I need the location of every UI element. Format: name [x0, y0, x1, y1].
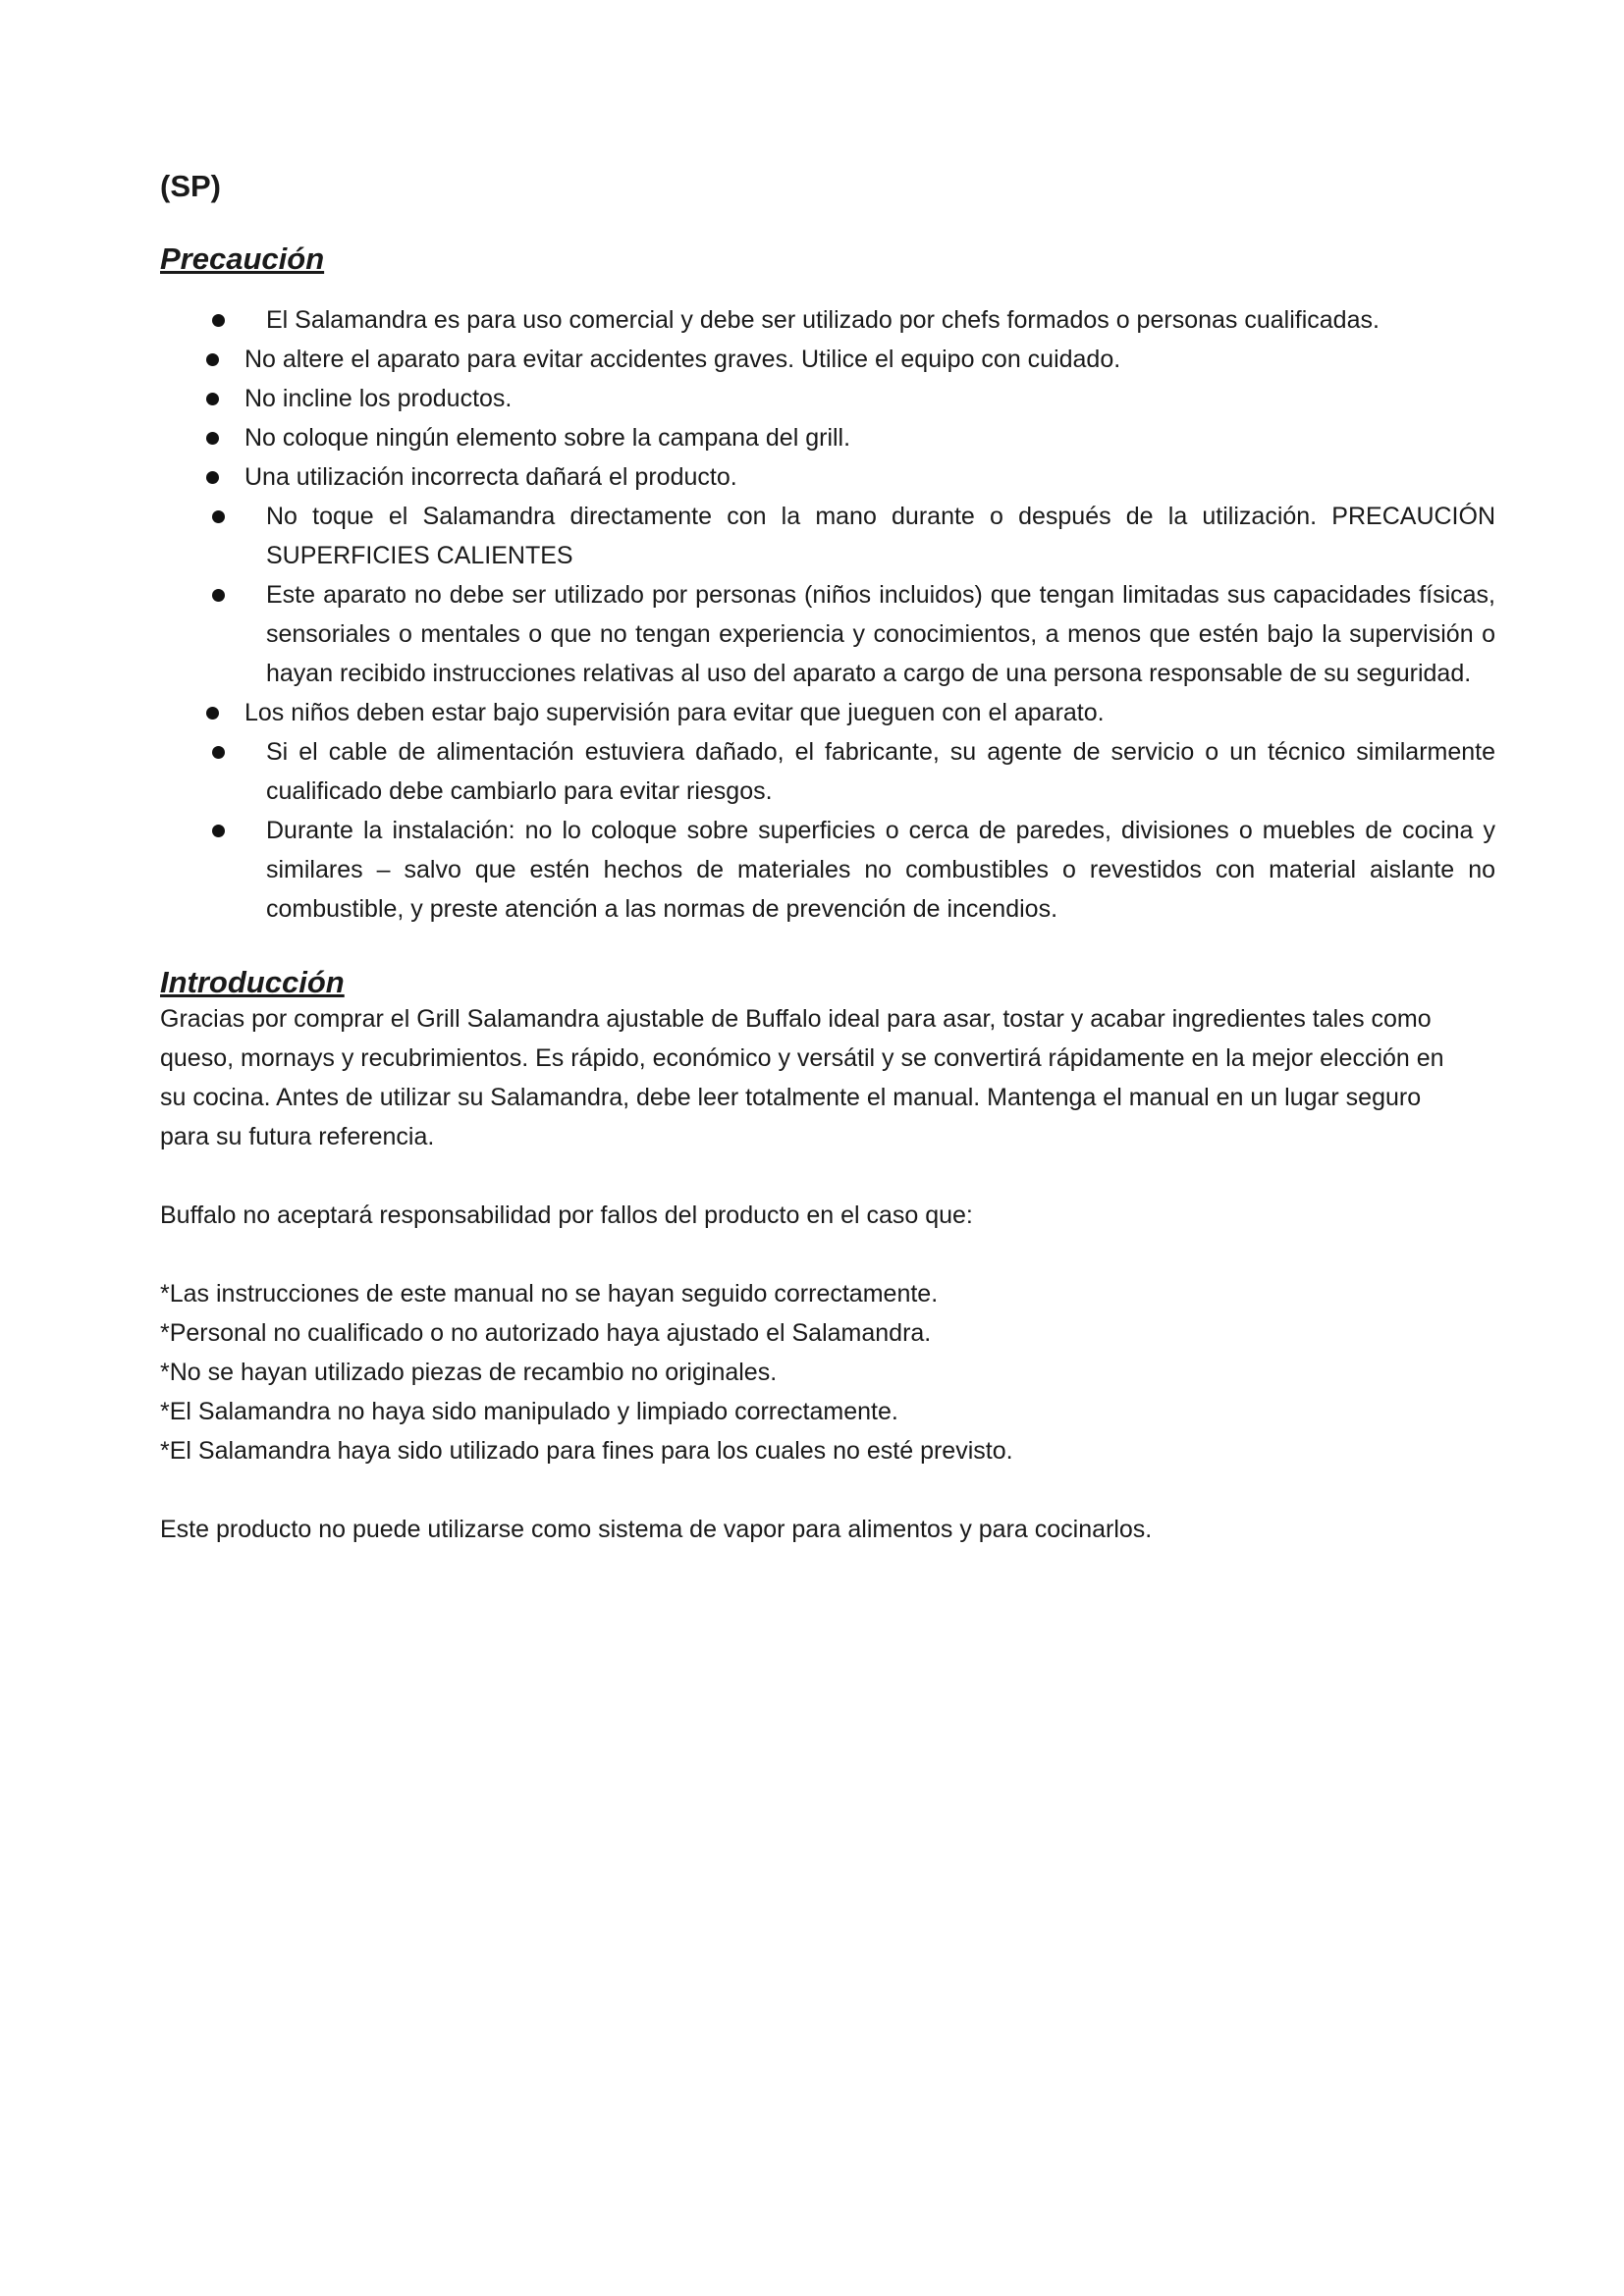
list-item-text: No incline los productos.: [244, 385, 513, 412]
list-item: [160, 497, 1495, 575]
bullet-icon: [206, 393, 219, 405]
bullet-icon: [212, 314, 225, 327]
liability-intro: Buffalo no aceptará responsabilidad por fallos del producto en el caso que:: [160, 1201, 973, 1229]
bullet-icon: [212, 825, 225, 837]
condition-line: *Personal no cualificado o no autorizado haya ajustado el Salamandra.: [160, 1319, 932, 1347]
precaution-heading: Precaución: [160, 241, 325, 276]
list-item: [160, 575, 1495, 693]
condition-line: *Las instrucciones de este manual no se hayan seguido correctamente.: [160, 1280, 939, 1308]
list-item-text: Los niños deben estar bajo supervisión para evitar que jueguen con el aparato.: [244, 699, 1105, 726]
list-item: [160, 732, 1495, 811]
bullet-icon: [212, 746, 225, 759]
closing-note: Este producto no puede utilizarse como sistema de vapor para alimentos y para cocinarlos.: [160, 1516, 1153, 1543]
list-item: [160, 418, 1495, 457]
list-item-text: No toque el Salamandra directamente con la mano durante o después de la utilización. PRECAUCIÓN SUPERFICIES CALIENTES: [266, 503, 1495, 569]
list-item-text: Una utilización incorrecta dañará el producto.: [244, 463, 737, 491]
bullet-icon: [212, 510, 225, 523]
list-item: [160, 340, 1495, 379]
bullet-icon: [206, 353, 219, 366]
list-item: [160, 379, 1495, 418]
introduction-paragraph: Gracias por comprar el Grill Salamandra ajustable de Buffalo ideal para asar, tostar y acabar ingredientes tales como queso, mornays y recubrimientos. Es rápido, económico y versátil y se convertirá rápidamente en la mejor elección en su cocina. Antes de utilizar su Salamandra, debe leer totalmente el manual. Mantenga el manual en un lugar seguro para su futura referencia.: [160, 1005, 1444, 1150]
list-item: [160, 693, 1495, 732]
condition-line: *No se hayan utilizado piezas de recambio no originales.: [160, 1359, 778, 1386]
list-item-text: Este aparato no debe ser utilizado por personas (niños incluidos) que tengan limitadas sus capacidades físicas, sensoriales o mentales o que no tengan experiencia y conocimientos, a menos que estén bajo la supervisión o hayan recibido instrucciones relativas al uso del aparato a cargo de una persona responsable de su seguridad.: [266, 581, 1495, 687]
bullet-icon: [206, 707, 219, 720]
bullet-icon: [206, 471, 219, 484]
list-item-text: El Salamandra es para uso comercial y debe ser utilizado por chefs formados o personas cualificadas.: [266, 306, 1380, 334]
list-item-text: Durante la instalación: no lo coloque sobre superficies o cerca de paredes, divisiones o muebles de cocina y similares – salvo que estén hechos de materiales no combustibles o revestidos con material aislante no combustible, y preste atención a las normas de prevención de incendios.: [266, 817, 1495, 923]
bullet-icon: [212, 589, 225, 602]
bullet-icon: [206, 432, 219, 445]
list-item-text: No altere el aparato para evitar accidentes graves. Utilice el equipo con cuidado.: [244, 346, 1121, 373]
list-item: [160, 811, 1495, 929]
condition-line: *El Salamandra haya sido utilizado para fines para los cuales no esté previsto.: [160, 1437, 1013, 1465]
precaution-list: [160, 300, 1495, 929]
list-item: [160, 457, 1495, 497]
list-item-text: Si el cable de alimentación estuviera dañado, el fabricante, su agente de servicio o un técnico similarmente cualificado debe cambiarlo para evitar riesgos.: [266, 738, 1495, 805]
introduction-heading: Introducción: [160, 965, 345, 999]
condition-line: *El Salamandra no haya sido manipulado y limpiado correctamente.: [160, 1398, 898, 1425]
language-tag: (SP): [160, 169, 221, 203]
conditions-list: [160, 1274, 1495, 1470]
document-page: [160, 167, 1495, 1549]
list-item: [160, 300, 1495, 340]
list-item-text: No coloque ningún elemento sobre la campana del grill.: [244, 424, 851, 452]
